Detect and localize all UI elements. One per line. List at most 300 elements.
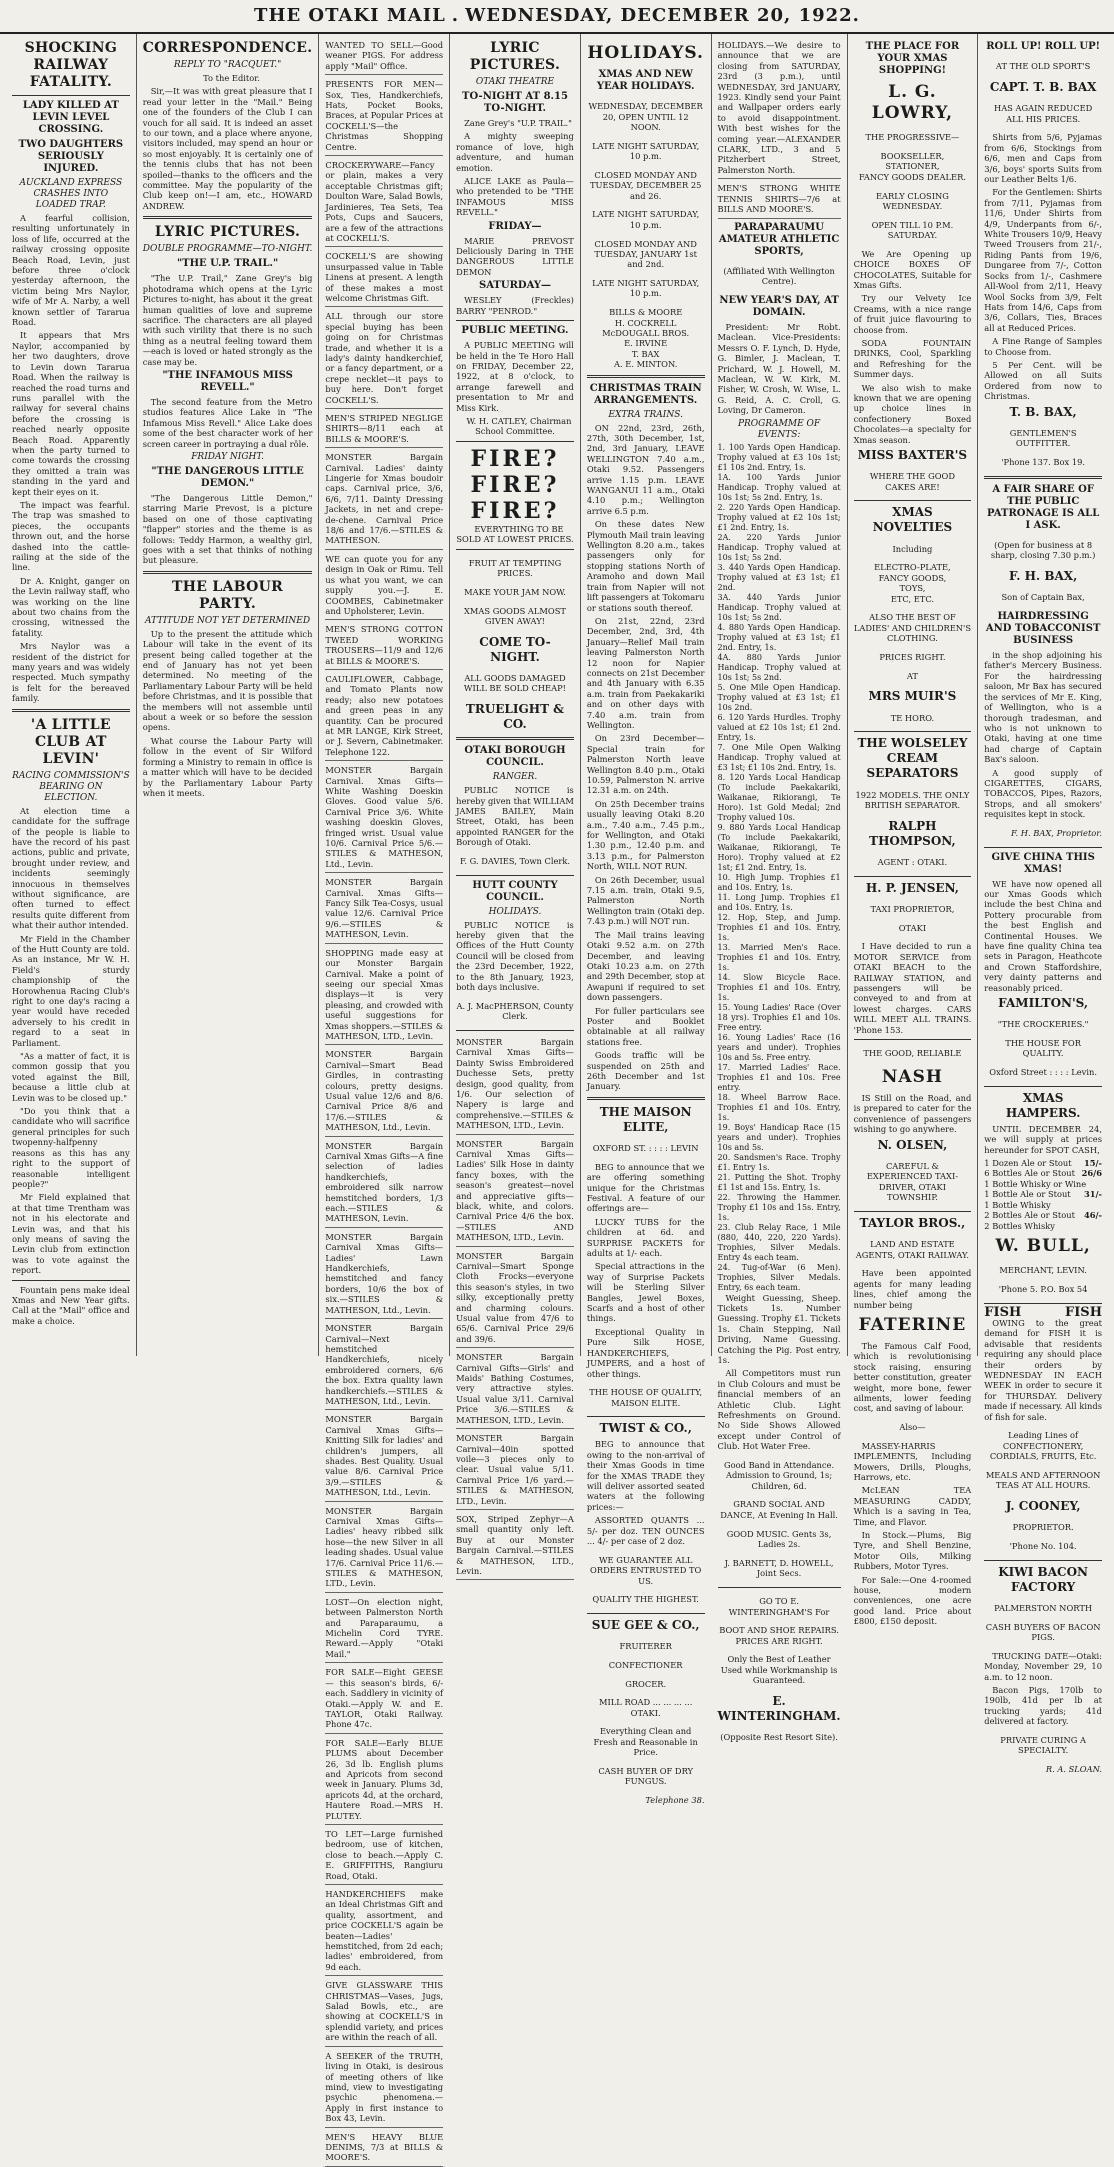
ad-line: THE GOOD, RELIABLE (863, 1048, 962, 1059)
hamper-row (984, 1210, 1102, 1220)
ad-line: CONFECTIONER (608, 1659, 683, 1670)
ad-line: MASSEY-HARRIS IMPLEMENTS, Including Mowers, Drills, Ploughs, Harrows, etc. (853, 1440, 972, 1482)
subhead: TWO DAUGHTERS SERIOUSLY INJURED. (18, 139, 124, 174)
ad-day: FRIDAY— (488, 220, 542, 232)
subhead: RANGER. (492, 772, 538, 783)
ad-line: Leading Lines of CONFECTIONERY, CORDIALS, FRUITS, Etc. (989, 1430, 1097, 1462)
ad-line: CASH BUYER OF DRY FUNGUS. (598, 1765, 694, 1787)
event-item: 24. Tug-of-War (6 Men). Trophies, Silver Medals. Entry, 6s each team. (717, 1262, 841, 1292)
ad-line: Zane Grey's "U.P. TRAIL." (464, 118, 572, 128)
article-paragraph: A fearful collision, resulting unfortunately in loss of life, occurred at the railway crossing opposite Beach Road, Levin, just before three o'clock yesterday afternoon, the victim being Mrs Naylor, wife of Mr A. Narby, a well known settler of Tararua Road. (12, 213, 130, 328)
signature: R. A. SLOAN. (1045, 1764, 1102, 1775)
showtime: TO-NIGHT AT 8.15 TO-NIGHT. (462, 91, 568, 114)
lowry-item: STATIONER, (885, 161, 940, 172)
classified-ad: MEN'S STRIPED NEGLIGE SHIRTS—8/11 each at BILLS & MOORE'S. (325, 411, 443, 448)
address: OXFORD ST. : : : : LEVIN (592, 1143, 699, 1154)
classified-ad: PRESENTS FOR MEN—Sox, Ties, Handkerchiefs, Hats, Pocket Books, Braces, at Popular Prices at COCKELL'S—the Christmas Shopping Centre. (325, 77, 443, 156)
column-6 (712, 34, 848, 1743)
classified-ad: FOR SALE—Eight GEESE — this season's birds, 6/- each. Saddlery in vicinity of Otaki.—Apply W. and E. TAYLOR, Otaki Railway. Phone 47c. (325, 1665, 443, 1733)
article-paragraph: "As a matter of fact, it is common gossip that you voted against the Bill, because a little club at Levin was to be closed up." (12, 1051, 130, 1103)
ad-line: TRUCKING DATE—Otaki: Monday, November 29, 10 a.m. to 12 noon. (984, 1650, 1102, 1682)
article-paragraph: What course the Labour Party will follow in the event of Sir Wilford forming a Ministry to remain in office is a matter which will have to be decided by the Parliamentary Labour Party when it meets. (142, 735, 313, 798)
ad-line: EVERYTHING TO BE SOLD AT LOWEST PRICES. (456, 523, 574, 545)
kiwi-title: KIWI BACON FACTORY (998, 1564, 1088, 1594)
ad-line: THE HOUSE FOR QUALITY. (1005, 1038, 1081, 1059)
hamper-row (984, 1168, 1102, 1178)
article-paragraph: "The Dangerous Little Demon," starring Marie Prevost, is a picture based on one of those captivating "flapper" stories and the theme is as follows: Teddy Harmon, a wealthy girl, goes with a set that thinks of nothing but pleasure. (142, 492, 313, 566)
ad-line: For Sale:—One 4-roomed house, modern conveniences, one acre good land. Price about £800, £150 deposit. (853, 1574, 972, 1627)
headline-correspondence: CORRESPONDENCE. (142, 40, 313, 56)
article-paragraph: Up to the present the attitude which Labour will take in the event of its present being called together at the end of January has not yet been determined. No meeting of the Parliamentary Labour Party will be held before Christmas, and it is possible that the members will not assemble until about a week or so before the session opens. (142, 628, 313, 733)
event-item: 17. Married Ladies' Race. Trophies £1 and 10s. Free entry. (717, 1062, 841, 1092)
classified-ad: FOR SALE—Early BLUE PLUMS about December 26, 3d lb. English plums and Apricots from second week in January. Plums 3d, apricots 4d, at the orchard, Hautere Road.—MRS H. PLUTEY. (325, 1736, 443, 1825)
classified-ad: GIVE GLASSWARE THIS CHRISTMAS—Vases, Jugs, Salad Bowls, etc., are showing at COCKELL'S in splendid variety, and prices are within the reach of all. (325, 1978, 443, 2046)
ad-line: UNTIL DECEMBER 24, we will supply at prices hereunder for SPOT CASH, (984, 1123, 1102, 1155)
signature: F. G. DAVIES, Town Clerk. (459, 855, 571, 866)
ad-line: "THE CROCKERIES." (997, 1019, 1089, 1030)
headline-labour: THE LABOUR PARTY. (172, 578, 284, 612)
train-paragraph: On 23rd December—Special train for Palmerston North leave Wellington 8.40 p.m., Otaki 10.59, Palmerston N. arrive 12.31 a.m. on 24th. (586, 733, 705, 796)
classified-ad: MONSTER Bargain Carnival Xmas Gifts—A fine selection of ladies handkerchiefs, embroidered silk narrow hemstitched borders, 1/3 each.—STILES & MATHESON, Levin. (325, 1139, 443, 1228)
hours-line: CLOSED MONDAY AND TUESDAY, DECEMBER 25 and 26. (589, 169, 702, 201)
wolseley-title: THE WOLSELEY CREAM SEPARATORS (857, 736, 968, 781)
novelty-item: TOYS, (899, 583, 926, 594)
classified-ad: CROCKERYWARE—Fancy or plain, makes a very acceptable Christmas gift; Doulton Ware, Salad Bowls, Jardinieres, Tea Sets, Tea Pots, Cups and Saucers, are a few of the attractions at COCKELL'S. (325, 158, 443, 247)
address: Oxford Street : : : : Levin. (989, 1067, 1097, 1078)
ad-line: FRUITERER (619, 1641, 672, 1652)
event-item: 8. 120 Yards Local Handicap (To include Paekakariki, Waikanae, Rikiorangi, Te Horo). 1st Gold Medal; 2nd Trophy valued 10s. (717, 772, 841, 822)
ad-line: Try our Velvety Ice Creams, with a nice range of fruit juice flavouring to choose from. (853, 293, 972, 335)
fire-heading: FIRE? (470, 445, 560, 472)
ad-day: SATURDAY— (478, 280, 551, 292)
train-paragraph: Goods traffic will be suspended on 25th and 26th December and 1st January. (586, 1050, 705, 1092)
classified-ad: LOST—On election night, between Palmerston North and Paraparaumu, a Michelin Cord TYRE. Reward.—Apply "Otaki Mail." (325, 1595, 443, 1663)
hamper-label: 2 Bottles Whisky (984, 1220, 1055, 1231)
ad-line: AT THE OLD SPORT'S (995, 61, 1091, 72)
holidays-heading: HOLIDAYS. (587, 43, 704, 63)
classified-ad: A SEEKER of the TRUTH, living in Otaki, is desirous of meeting others of like mind, view to investigating psychic phenomena.—Apply in first instance to Box 43, Levin. (325, 2049, 443, 2128)
jensen-title: H. P. JENSEN, (865, 880, 959, 895)
olsen-title: N. OLSEN, (877, 1137, 948, 1152)
novelty-item: ETC, ETC. (890, 593, 935, 604)
ad-line: PRIVATE CURING A SPECIALTY. (1000, 1734, 1086, 1756)
event-item: 3. 440 Yards Open Handicap. Trophy valued at £3 1st; £1 2nd. (717, 562, 841, 592)
ad-line: QUALITY THE HIGHEST. (592, 1594, 699, 1605)
winteringham-title: E. WINTERINGHAM. (717, 1693, 841, 1723)
ad-line: IS Still on the Road, and is prepared to cater for the convenience of passengers wishing to go anywhere. (853, 1093, 972, 1135)
phone: 'Phone No. 104. (1009, 1541, 1077, 1552)
article-paragraph: To the Editor. (203, 73, 260, 83)
taylor-title: TAYLOR BROS., (859, 1215, 966, 1230)
event-item: 6. 120 Yards Hurdles. Trophy valued at £2 10s 1st; £1 2nd. Entry, 1s. (717, 712, 841, 742)
fh-bax-title: F. H. BAX, (1008, 569, 1078, 584)
address: MILL ROAD ... ... ... ... OTAKI. (599, 1697, 693, 1718)
subhead: PROGRAMME OF EVENTS: (737, 418, 821, 440)
signature: W. H. CATLEY, Chairman School Committee. (466, 415, 572, 437)
classified-ad: CAULIFLOWER, Cabbage, and Tomato Plants now ready; also new potatoes and green peas in any quantity. Can be procured at MR LANGE, Kirk Street, or J. Severn, Cabinetmaker. Telephone 122. (325, 672, 443, 761)
truelight-name: TRUELIGHT & CO. (465, 702, 565, 732)
ad-line: PUBLIC NOTICE is hereby given that WILLIAM JAMES BAILEY, Main Street, Otaki, has been appointed RANGER for the Borough of Otaki. (456, 785, 574, 848)
ad-line: WHERE THE GOOD CAKES ARE! (869, 471, 955, 492)
subhead: EXTRA TRAINS. (608, 409, 683, 420)
event-item: 2. 220 Yards Open Handicap. Trophy valued at £2 10s 1st; £1 2nd. Entry, 1s. (717, 502, 841, 532)
classified-ad: MONSTER Bargain Carnival—Smart Sponge Cloth Frocks—everyone this season's styles, in two silky, exceptionally pretty and charming colours. Usual value from 47/6 to 65/6. Carnival Price 29/6 and 39/6. (456, 1249, 574, 1349)
ad-line: TE HORO. (890, 712, 935, 723)
ad-line: Exceptional Quality in Pure Silk HOSE, HANDKERCHIEFS, JUMPERS, and a host of other things. (586, 1326, 705, 1379)
public-meeting-title: PUBLIC MEETING. (461, 325, 569, 337)
subhead: DOUBLE PROGRAMME—TO-NIGHT. (142, 244, 313, 255)
signature: J. BARNETT, D. HOWELL, Joint Secs. (724, 1557, 834, 1579)
train-paragraph: The Mail trains leaving Otaki 9.52 a.m. on 27th December, and leaving Otaki 10.23 a.m. on 27th and 29th December, stop at Awapuni if required to set down passengers. (586, 929, 705, 1003)
sports-paragraph: GOOD MUSIC. Gents 3s, Ladies 2s. (726, 1528, 832, 1549)
store-name: T. BAX (631, 348, 660, 359)
article-paragraph: "Do you think that a candidate who will sacrifice general principles for such twopenny-halfpenny reasons as this has any right to the support of reasonable intelligent people?" (12, 1106, 130, 1189)
council-title: HUTT COUNTY COUNCIL. (472, 879, 558, 903)
classified-ad: TO LET—Large furnished bedroom, use of kitchen, close to beach.—Apply C. E. GRIFFITHS, Rangiuru Road, Otaki. (325, 1827, 443, 1885)
classified-ad: MONSTER Bargain Carnival Xmas Gifts—Dainty Swiss Embroidered Duchesse Sets, pretty design, good quality, from 1/6. Our selection of Napery is large and comprehensive.—STILES & MATHESON, LTD., Levin. (456, 1035, 574, 1135)
event-item: 21. Putting the Shot. Trophy £1 1st and 15s. Entry, 1s. (717, 1172, 841, 1192)
event-item: 20. Sandsmen's Race. Trophy £1. Entry 1s. (717, 1152, 841, 1172)
lowry-item: BOOKSELLER, (880, 151, 945, 161)
event-item: 16. Young Ladies' Race (16 years and under). Trophies 10s and 5s. Free entry. (717, 1032, 841, 1062)
ad-line: BEG to announce that owing to the non-arrival of their Xmas Goods in time for the XMAS TRADE they will deliver assorted seated waters at the following prices:— (586, 1439, 705, 1512)
hamper-row (984, 1221, 1102, 1231)
event-item: 18. Wheel Barrow Race. Trophies £1 and 10s. Entry, 1s. (717, 1092, 841, 1122)
classified-ad: SOX, Striped Zephyr—A small quantity only left. Buy at our Monster Bargain Carnival.—STILES & MATHESON, LTD., Levin. (456, 1512, 574, 1580)
headline-railway: SHOCKING RAILWAY FATALITY. (24, 40, 118, 90)
classified-ad: MONSTER Bargain Carnival Xmas Gifts—Ladies' Lawn Handkerchiefs, hemstitched and fancy borders, 10/6 the box of six.—STILES & MATHESON, Ltd., Levin. (325, 1230, 443, 1319)
event-item: 23. Club Relay Race, 1 Mile (880, 440, 220, 220 Yards). Trophies, Silver Medals. Entry 4s each team. (717, 1222, 841, 1262)
hampers-title: XMAS HAMPERS. (1005, 1090, 1081, 1120)
ad-line: PRICES RIGHT. (879, 651, 946, 662)
ad-line: PROPRIETOR. (1012, 1522, 1074, 1533)
article-paragraph: Mr Field explained that at that time Trentham was not in his electorate and Levin was, and that his only means of saving the Levin club from extinction was to vote against the report. (12, 1192, 130, 1276)
ad-line: OTAKI (898, 922, 927, 933)
phone: 'Phone 137. Box 19. (1001, 456, 1086, 467)
classified-ad: MONSTER Bargain Carnival Gifts—Girls' and Maids' Bathing Costumes, very attractive styles. Usual value 3/11. Carnival Price 3/6.—STILES & MATHESON, LTD., Levin. (456, 1350, 574, 1429)
ad-line: CASH BUYERS OF BACON PIGS. (985, 1621, 1101, 1643)
event-item: 19. Boys' Handicap Race (15 years and under). Trophies 10s and 5s. (717, 1122, 841, 1152)
ad-line: LUCKY TUBS for the children at 6d. and SURPRISE PACKETS for adults at 1/- each. (586, 1216, 705, 1259)
sports-paragraph: GRAND SOCIAL AND DANCE, At Evening In Hall. (720, 1499, 838, 1520)
hamper-row (984, 1179, 1102, 1189)
hamper-row (984, 1200, 1102, 1210)
ad-line: OWING to the great demand for FISH it is advisable that residents requiring any should place their orders by WEDNESDAY IN EACH WEEK in order to secure it for THURSDAY. Delivery made if necessary. All kinds of fish for sale. (984, 1318, 1102, 1422)
fountain-pen-notice: Fountain pens make ideal Xmas and New Year gifts. Call at the "Mail" office and make a choice. (12, 1284, 130, 1326)
event-item: 1A. 100 Yards Junior Handicap. Trophy valued at 10s 1st; 5s 2nd. Entry, 1s. (717, 472, 841, 502)
train-paragraph: ON 22nd, 23rd, 26th, 27th, 30th December, 1st, 2nd, 3rd January, LEAVE WELLINGTON 7.40 a.m., Otaki 9.52. Passengers arrive 1.15 p.m. LEAVE WANGANUI 11 a.m., Otaki 4.10 p.m.; Wellington arrive 6.5 p.m. (586, 422, 705, 516)
film-title: "THE DANGEROUS LITTLE DEMON." (151, 465, 304, 489)
bax-title: CAPT. T. B. BAX (989, 80, 1097, 94)
subhead: (Affiliated With Wellington Centre). (723, 265, 835, 287)
hours-line: CLOSED MONDAY AND TUESDAY, JANUARY 1st and 2nd. (594, 238, 697, 270)
ad-line: MEALS AND AFTERNOON TEAS AT ALL HOURS. (985, 1469, 1101, 1491)
event-item: 4. 880 Yards Open Handicap. Trophy valued at £3 1st; £1 2nd. Entry, 1s. (717, 622, 841, 652)
store-name: H. COCKRELL (614, 317, 677, 328)
ad-line: FRUIT AT TEMPTING PRICES. (468, 557, 562, 579)
ad-line: We also wish to make known that we are opening up choice lines in confectionery Boxed Chocolates—a specialty for Xmas season. (853, 382, 972, 445)
ad-line: WESLEY (Freckles) BARRY "PENROD." (456, 295, 574, 316)
classified-ad: ALL through our store special buying has been going on for Christmas trade, and whether it is a lady's dainty handkerchief, or a fancy department, or a crepe necklet—it pays to buy here. Don't forget COCKELL'S. (325, 309, 443, 409)
ad-line: A mighty sweeping romance of love, high adventure, and human emotion. (456, 131, 574, 173)
hamper-label: 1 Dozen Ale or Stout (984, 1158, 1072, 1169)
hamper-price-list (984, 1158, 1102, 1231)
ad-line: In Stock.—Plums, Big Tyre, and Shell Benzine, Motor Oils, Milking Rubbers, Motor Tyres. (853, 1530, 972, 1572)
fish-heading (984, 1304, 1102, 1320)
bax-title: T. B. BAX, (1009, 404, 1077, 419)
hamper-price: 26/6 (1081, 1168, 1102, 1179)
lowry-item: FANCY GOODS DEALER. (858, 171, 966, 182)
film-title: "THE INFAMOUS MISS REVELL." (162, 369, 293, 393)
classified-ad: MONSTER Bargain Carnival. Ladies' dainty Lingerie for Xmas boudoir caps. Carnival price, 3/6, 6/6, 7/11. Dainty Dressing Jackets, in net and crepe-de-chene. Carnival Price 18/6 and 17/6.—STILES & MATHESON. (325, 450, 443, 550)
classified-ad: WE can quote you for any design in Oak or Rimu. Tell us what you want, we can supply you.—J. E. COOMBES, Cabinetmaker and Upholsterer, Levin. (325, 552, 443, 620)
fire-heading: FIRE? (470, 471, 560, 498)
subhead: RACING COMMISSION'S BEARING ON ELECTION. (12, 770, 130, 803)
council-title: OTAKI BOROUGH COUNCIL. (464, 745, 566, 769)
famiton-title: FAMILTON'S, (998, 996, 1089, 1011)
event-list (718, 443, 841, 1293)
ad-line: Shirts from 5/6, Pyjamas from 6/6, Stockings from 6/6, men and Caps from 3/6, boys' sports Suits from our Leather Belts 1/6. (984, 132, 1102, 185)
subhead: ATTITUDE NOT YET DETERMINED (145, 615, 311, 626)
ad-line: HAS AGAIN REDUCED ALL HIS PRICES. (993, 103, 1093, 124)
ad-line: I Have decided to run a MOTOR SERVICE from OTAKI BEACH to the RAILWAY STATION, and passengers will be conveyed to and from at lowest charges. CARS WILL MEET ALL TRAINS. 'Phone 153. (853, 941, 972, 1035)
column-3 (319, 34, 450, 2163)
classified-ad: MONSTER Bargain Carnival Xmas Gifts—Knitting Silk for ladies' and children's jumpers, all shades. Best Quality. Usual value 8/6. Carnival Price 3/9.—STILES & MATHESON, Ltd., Levin. (325, 1412, 443, 1501)
train-paragraph: On 21st, 22nd, 23rd December, 2nd, 3rd, 4th January—Relief Mail train leaving Palmerston North 12 noon for Napier connects on 21st December and 4th January with 6.35 a.m. train from Paekakariki and on other days with 7.40 a.m. train from Wellington. (586, 615, 705, 730)
ad-line: ALICE LAKE as Paula—who pretended to be "THE INFAMOUS MISS REVELL." (456, 176, 574, 218)
ad-line: MERCHANT, LEVIN. (999, 1265, 1087, 1276)
column-8 (978, 34, 1108, 1775)
ad-line: ASSORTED QUANTS ... 5/- per doz. TEN OUNCES ... 4/- per case of 2 doz. (586, 1515, 705, 1546)
lyric-pictures-ad-title: LYRIC PICTURES. (469, 40, 561, 73)
lowry-title: L. G. LOWRY, (871, 82, 954, 123)
event-item: 1. 100 Yards Open Handicap. Trophy valued at £3 10s 1st; £1 10s 2nd. Entry, 1s. (717, 442, 841, 472)
article-paragraph: Mrs Naylor was a resident of the district for many years and was widely respected. Much sympathy is felt for the bereaved family. (12, 641, 130, 704)
nash-title: NASH (881, 1067, 943, 1088)
classified-ad: MEN'S STRONG COTTON TWEED WORKING TROUSERS—11/9 and 12/6 at BILLS & MOORE'S. (325, 622, 443, 670)
ad-line: THE PROGRESSIVE— (865, 132, 960, 143)
hours-line: WEDNESDAY, DECEMBER 20, OPEN UNTIL 12 NOON. (588, 101, 703, 133)
sports-paragraph: Good Band in Attendance. Admission to Ground, 1s; Children, 6d. (724, 1459, 835, 1491)
subhead: AUCKLAND EXPRESS CRASHES INTO LOADED TRAP. (19, 178, 123, 210)
novelties-title: XMAS NOVELTIES (872, 505, 953, 535)
ad-line: CAREFUL & EXPERIENCED TAXI-DRIVER, OTAKI TOWNSHIP. (866, 1160, 959, 1203)
hours-line: LATE NIGHT SATURDAY, 10 p.m. (592, 278, 700, 299)
column-5 (581, 34, 712, 1806)
ad-line: BOOT AND SHOE REPAIRS. PRICES ARE RIGHT. (719, 1625, 839, 1646)
ad-line: A Fine Range of Samples to Choose from. (984, 336, 1102, 357)
phone: Telephone 38. (645, 1795, 705, 1806)
ad-line: PUBLIC NOTICE is hereby given that the Offices of the Hutt County Council will be closed from the 23rd December, 1922, to the 8th January, 1923, both days inclusive. (456, 919, 574, 993)
lowry-items (854, 151, 972, 182)
masthead-date: WEDNESDAY, DECEMBER 20, 1922. (465, 5, 860, 26)
classified-ad: SHOPPING made easy at our Monster Bargain Carnival. Make a point of seeing our special Xmas displays—it is very pleasing, and crowded with useful suggestions for Xmas shoppers.—STILES & MATHESON, LTD., Levin. (325, 946, 443, 1046)
ad-line: OPEN TILL 10 P.M. SATURDAY. (871, 219, 954, 241)
event-item: 5. One Mile Open Handicap. Trophy valued at £3 1st; £1 10s 2nd. (717, 682, 841, 712)
novelty-item: FANCY GOODS, (878, 572, 947, 583)
novelty-item: ELECTRO-PLATE, (874, 562, 951, 573)
article-paragraph: The impact was fearful. The trap was smashed to pieces, the occupants thrown out, and the horse dashed into the cattle-railing at the side of the line. (12, 499, 130, 573)
cooney-title: J. COONEY, (1005, 1499, 1081, 1514)
headline-club: 'A LITTLE CLUB AT LEVIN' (30, 716, 111, 767)
ad-line: Everything Clean and Fresh and Reasonable in Price. (593, 1726, 698, 1758)
train-heading: CHRISTMAS TRAIN ARRANGEMENTS. (589, 382, 702, 406)
sports-paragraph: President: Mr Robt. Maclean. Vice-Presidents: Messrs O. F. Lynch, D. Hyde, G. Bimler, J. Maclean, T. Prichard, W. J. Howell, M. Maclean, W. W. Kirk, M. Fisher, W. Crosh, W. Wise, L. G. Reid, A. C. Croll, G. Loving, Dr Cameron. (717, 321, 841, 416)
subhead: HAIRDRESSING AND TOBACCONIST BUSINESS (985, 611, 1101, 647)
article-paragraph: Dr A. Knight, ganger on the Levin railway staff, who was working on the line about two chains from the crossing, witnessed the fatality. (12, 575, 130, 638)
event-item: 13. Married Men's Race. Trophies £1 and 10s. Entry, 1s. (717, 942, 841, 972)
ad-line: A PUBLIC MEETING will be held in the Te Horo Hall on FRIDAY, December 22, 1922, at 8 o'clock, to arrange farewell and presentation to Mr and Miss Kirk. (456, 340, 574, 413)
ralph-title: RALPH THOMPSON, (869, 818, 956, 848)
address: (Opposite Rest Resort Site). (720, 1732, 838, 1743)
ad-line: For the Gentlemen: Shirts from 7/11, Pyjamas from 11/6, Under Shirts from 4/9, Underpants from 6/-, White Trousers 10/9, Heavy Tweed Trousers from 21/-, Riding Pants from 19/6, Dungaree from 7/-, Cotton Socks from 1/-, Cashmere All-Wool from 2/11, Heavy Wool Socks from 3/9, Felt Hats from 14/6, Caps from 3/6, Collars, Ties, Braces all at Reduced Prices. (984, 187, 1102, 333)
classified-ad: MEN'S HEAVY BLUE DENIMS, 7/3 at BILLS & MOORE'S. (325, 2130, 443, 2167)
classified-ad: MONSTER Bargain Carnival—Smart Bead Girdles, in contrasting colours, pretty designs. Usual value 12/6 and 8/6. Carnival Price 8/6 and 17/6.—STILES & MATHESON, Ltd., Levin. (325, 1047, 443, 1136)
hamper-label: 2 Bottles Ale or Stout (984, 1210, 1075, 1221)
faterine-title: FATERINE (858, 1314, 967, 1335)
article-paragraph: Sir,—It was with great pleasure that I read your letter in the "Mail." Being one of the founders of the Club I can vouch for all said. It is indeed an asset to our town, and a place where anyone, visitors included, may spend an hour or so most enjoyably. It is certainly one of the tennis clubs that has not been spoiled—thanks to the officers and the committee. May the popularity of the Club keep on!—I am, etc., HOWARD ANDREW. (142, 86, 313, 211)
ad-line: GO TO E. WINTERINGHAM'S For (728, 1596, 830, 1617)
column-7 (848, 34, 979, 1627)
come-tonight: COME TO-NIGHT. (479, 634, 551, 664)
hours-line: LATE NIGHT SATURDAY, 10 p.m. (592, 140, 700, 162)
muir-title: MRS MUIR'S (868, 689, 957, 704)
subhead: FRIDAY NIGHT. (191, 451, 264, 462)
subhead: LADY KILLED AT LEVIN LEVEL CROSSING. (22, 100, 119, 135)
ad-line: AT (906, 670, 918, 681)
maison-elite-title: THE MAISON ELITE, (599, 1104, 692, 1134)
article-paragraph: The second feature from the Metro studios features Alice Lake in "The Infamous Miss Revell." Alice Lake does some of the best character work of her screen career in portraying a dual rôle. (142, 396, 313, 449)
ad-line: LAND AND ESTATE AGENTS, OTAKI RAILWAY. (855, 1239, 970, 1260)
signature: A. J. MacPHERSON, County Clerk. (456, 1000, 574, 1022)
ad-line: WE GUARANTEE ALL ORDERS ENTRUSTED TO US. (590, 1554, 702, 1586)
ad-line: Special attractions in the way of Surprise Packets will be Sterling Silver Bangles, Jewel Boxes, Scarfs and a host of other things. (586, 1261, 705, 1324)
sports-heading: PARAPARAUMU AMATEUR ATHLETIC SPORTS, (718, 221, 840, 257)
event-item: 12. Hop, Step, and Jump. Trophies £1 and 10s. Entry, 1s. (717, 912, 841, 942)
event-item: 14. Slow Bicycle Race. Trophies £1 and 10s. Entry, 1s. (717, 972, 841, 1002)
hamper-label: 1 Bottle Ale or Stout (984, 1189, 1071, 1200)
ad-line: Bacon Pigs, 170lb to 190lb, 41d per lb at trucking yards; 41d delivered at factory. (984, 1685, 1102, 1727)
sports-paragraph: All Competitors must run in Club Colours and must be financial members of an Athletic Club. Light Refreshments on Ground. No Side Shows Allowed except under Control of Club. Hot Water Free. (717, 1368, 841, 1452)
sports-paragraph: Weight Guessing, Sheep. Tickets 1s. Number Guessing. Trophy £1. Tickets 1s. Chain Stepping, Nail Driving, Name Guessing. Catching the Pig. Post entry, 1s. (717, 1292, 841, 1365)
classified-ad: COCKELL'S are showing unsurpassed value in Table Linens at present. A length of these makes a most welcome Christmas Gift. (325, 249, 443, 307)
event-item: 22. Throwing the Hammer. Trophy £1 10s and 15s. Entry, 1s. (717, 1192, 841, 1222)
article-paragraph: "The U.P. Trail," Zane Grey's big photodrama which opens at the Lyric Pictures to-night, has about it the great human qualities of love and supreme sacrifice. The characters are all played with such virility that there is no such thing as a neutral feeling toward them—each is loved or hated strongly as the case may be. (142, 273, 313, 367)
classified-ad: MONSTER Bargain Carnival. Xmas Gifts—Fancy Silk Tea-Cosys, usual value 12/6. Carnival Price 9/6.—STILES & MATHESON, Levin. (325, 875, 443, 943)
subhead: HOLIDAYS. (488, 906, 542, 917)
hamper-label: 6 Bottles Ale or Stout (984, 1168, 1075, 1179)
article-paragraph: At election time a candidate for the suffrage of the people is liable to have the record of his past actions, public and private, brought under review, and incidents seemingly innocuous in themselves without significance, are often turned to effect results quite different from what their author intended. (12, 805, 130, 931)
ad-line: The Famous Calf Food, which is revolutionising stock raising, ensuring better constitution, greater weight, more bone, fewer ailments, lower feeding cost, and saving of labour. (853, 1340, 972, 1414)
event-item: 2A. 220 Yards Junior Handicap. Trophy valued at 10s 1st; 5s 2nd. (717, 532, 841, 562)
store-name: A. E. MINTON. (614, 359, 678, 370)
bull-title: W. BULL, (995, 1235, 1091, 1256)
event-item: 9. 880 Yards Local Handicap (To include Paekakariki, Waikanae, Rikiorangi, Te Horo). Trophy valued at £2 1st; £1 2nd. Entry, 1s. (717, 822, 841, 872)
hamper-price: 15/- (1083, 1158, 1102, 1169)
ad-line: Also— (899, 1422, 926, 1433)
ad-line: MAKE YOUR JAM NOW. (464, 586, 566, 597)
classified-ad: WANTED TO SELL—Good weaner PIGS. For address apply "Mail" Office. (325, 38, 443, 75)
ad-line: McLEAN TEA MEASURING CADDY, Which is a saving in Tea, Time, and Flavor. (853, 1485, 972, 1527)
train-paragraph: For fuller particulars see Poster and Booklet obtainable at all railway stations free. (586, 1005, 705, 1047)
ad-line: A good supply of CIGARETTES, CIGARS, TOBACCOS, Pipes, Razors, Strops, and all smokers' requisites kept in stock. (984, 767, 1102, 820)
rollup-heading: ROLL UP! ROLL UP! (986, 41, 1101, 52)
classified-ad: MONSTER Bargain Carnival Xmas Gifts—Ladies' Silk Hose in dainty fancy boxes, with the season's greatest—novel and appreciative gifts—black, white, and colors. Carnival Price 4/6 the box.—STILES AND MATHESON, LTD., Levin. (456, 1137, 574, 1247)
fish-label: FISH (984, 1304, 1022, 1320)
classified-ad: MONSTER Bargain Carnival Xmas Gifts—Ladies' heavy ribbed silk hose—the new Silver in all leading shades. Usual value 17/6. Carnival Price 11/6.—STILES & MATHESON, LTD., Levin. (325, 1504, 443, 1593)
column-4 (450, 34, 581, 1576)
event-item: 3A. 440 Yards Junior Handicap. Trophy valued at 10s 1st; 5s 2nd. (717, 592, 841, 622)
classified-list (325, 38, 443, 2167)
ad-line: Have been appointed agents for many leading lines, chief among the number being (853, 1268, 972, 1310)
hamper-price: 31/- (1083, 1189, 1102, 1200)
train-paragraph: On 26th December, usual 7.15 a.m. train, Otaki 9.5, Palmerston North Wellington train (Otaki dep. 7.43 p.m.) will NOT run. (586, 874, 705, 927)
ad-line: EARLY CLOSING WEDNESDAY. (875, 190, 949, 211)
china-heading: GIVE CHINA THIS XMAS! (991, 851, 1095, 875)
event-item: 10. High Jump. Trophies £1 and 10s. Entry, 1s. (717, 872, 841, 892)
baxter-title: MISS BAXTER'S (857, 448, 968, 463)
classified-ad: HOLIDAYS.—We desire to announce that we are closing from SATURDAY, 23rd (3 p.m.), until WEDNESDAY, 3rd JANUARY, 1923. Kindly send your Paint and Wallpaper orders early to avoid disappointment. With best wishes for the coming year.—ALEXANDER CLARK, LTD., 3 and 5 Pitzherbert Street, Palmerston North. (718, 38, 841, 179)
event-item: 7. One Mile Open Walking Handicap. Trophy valued at £3 1st; £1 10s 2nd. Entry, 1s. (717, 742, 841, 772)
subhead: REPLY TO "RACQUET." (173, 60, 282, 70)
signature: THE HOUSE OF QUALITY, MAISON ELITE. (589, 1387, 703, 1408)
ad-line: Only the Best of Leather Used while Workmanship is Guaranteed. (720, 1654, 838, 1686)
ad-line: ALL GOODS DAMAGED WILL BE SOLD CHEAP! (463, 673, 567, 694)
store-name: BILLS & MOORE (609, 307, 683, 318)
subhead: OTAKI THEATRE (475, 77, 555, 87)
ad-line: We Are Opening up CHOICE BOXES OF CHOCOLATES, Suitable for Xmas Gifts. (853, 248, 972, 290)
train-paragraph: On these dates New Plymouth Mail train leaving Wellington 8.20 a.m., takes passengers only for stopping stations North of Aramoho and down Mail train from Napier will not lift passengers at Tokomaru or stations south thereof. (586, 519, 705, 613)
column-2 (137, 34, 320, 1356)
film-title: "THE U.P. TRAIL." (176, 258, 279, 270)
event-item: 11. Long Jump. Trophies £1 and 10s. Entry, 1s. (717, 892, 841, 912)
twist-title: TWIST & CO., (599, 1421, 692, 1436)
hamper-label: 1 Bottle Whisky or Wine (984, 1178, 1087, 1189)
subhead: XMAS AND NEW YEAR HOLIDAYS. (596, 69, 695, 92)
signature: F. H. BAX, Proprietor. (1011, 827, 1102, 838)
hours-line: LATE NIGHT SATURDAY, 10 p.m. (592, 209, 700, 230)
hamper-row (984, 1158, 1102, 1168)
ad-line: ALSO THE BEST OF LADIES' AND CHILDREN'S CLOTHING. (853, 612, 972, 644)
fair-share-heading: A FAIR SHARE OF THE PUBLIC PATRONAGE IS ALL I ASK. (987, 483, 1100, 531)
classified-ad: MONSTER Bargain Carnival—Next hemstitched Handkerchiefs, nicely embroidered corners, 6/6 the box. Extra quality lawn handkerchiefs.—STILES & MATHESON, Ltd., Levin. (325, 1321, 443, 1410)
column-1 (6, 34, 137, 1356)
ad-line: SODA FOUNTAIN DRINKS, Cool, Sparkling and Refreshing for the Summer days. (853, 337, 972, 380)
ad-line: Including (892, 543, 933, 554)
classified-ad: MONSTER Bargain Carnival—40in spotted voile—3 pieces only to clear. Usual value 5/11. Carnival Price 1/6 yard.—STILES & MATHESON, LTD., Levin. (456, 1431, 574, 1510)
fish-label: FISH (1065, 1304, 1102, 1320)
train-paragraph: On 25th December trains usually leaving Otaki 8.20 a.m., 7.40 a.m., 7.45 p.m., for Wellington, and Otaki 1.30 p.m., 12.40 p.m. and 3.13 p.m., for Palmerston North, WILL NOT RUN. (586, 798, 705, 872)
event-item: 15. Young Ladies' Race (Over 18 yrs). Trophies £1 and 10s. Free entry. (717, 1002, 841, 1032)
ad-line: BEG to announce that we are offering something unique for the Christmas Festival. A feature of our offerings are— (586, 1161, 705, 1214)
xmas-shopping-heading: THE PLACE FOR YOUR XMAS SHOPPING! (865, 41, 960, 76)
headline-lyric: LYRIC PICTURES. (154, 224, 301, 241)
masthead-title: THE OTAKI MAIL (254, 5, 446, 26)
article-paragraph: It appears that Mrs Naylor, accompanied by her two daughters, drove to Levin down Tararua Road. When the railway is reached the road turns and runs parallel with the railway for several chains before the crossing is reached nearly opposite Beach Road. Apparently when the party turned to come towards the crossing they omitted a train was standing in the yard and kept their eyes on it. (12, 330, 130, 497)
sue-gee-title: SUE GEE & CO., (591, 1617, 700, 1632)
ad-line: GENTLEMEN'S OUTFITTER. (1009, 427, 1077, 449)
fire-heading: FIRE? (470, 497, 560, 524)
hamper-row (984, 1189, 1102, 1199)
hamper-price: 46/- (1083, 1210, 1102, 1221)
ad-line: (Open for business at 8 sharp, closing 7.30 p.m.) (990, 539, 1096, 561)
classified-ad: MEN'S STRONG WHITE TENNIS SHIRTS—7/6 at BILLS AND MOORE'S. (718, 181, 841, 218)
ad-line: 5 Per Cent. will be Allowed on all Suits Ordered from now to Christmas. (984, 359, 1102, 402)
store-name: E. IRVINE (624, 338, 668, 349)
sports-date: NEW YEAR'S DAY, AT DOMAIN. (719, 294, 839, 318)
store-names (587, 307, 705, 369)
ad-line: WE have now opened all our Xmas Goods which include the best China and Pottery procurable from the best English and Continental Houses. We have fine quality China tea sets in Paragon, Heathcote and Crown Staffordshire, very dainty patterns and reasonably priced. (984, 878, 1102, 993)
